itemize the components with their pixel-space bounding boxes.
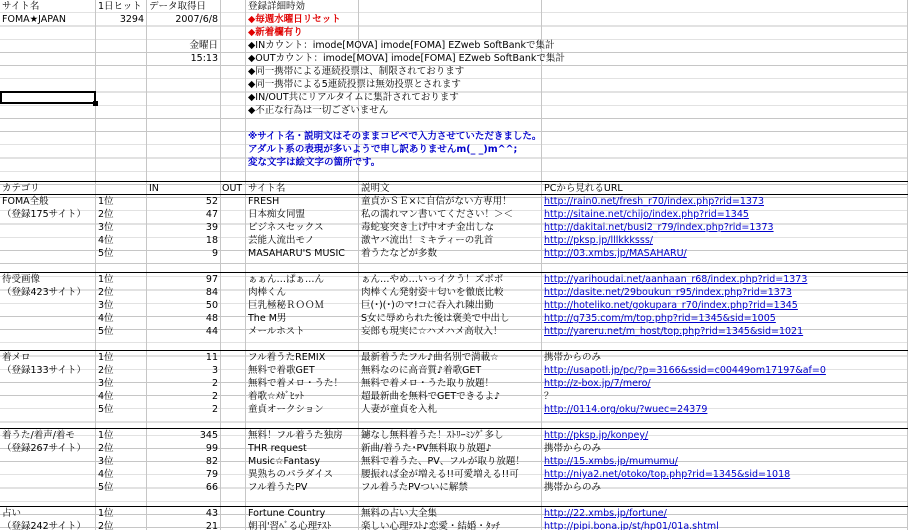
category-name: FOMA全般 <box>2 196 49 207</box>
site-url-link[interactable]: http://15.xmbs.jp/mumumu/ <box>544 456 678 467</box>
description: 人妻が童貞を入札 <box>361 404 438 415</box>
rank: 3位 <box>98 300 114 311</box>
site-url-link[interactable]: http://pksp.jp/konpey/ <box>544 430 649 441</box>
site-url-text: ？ <box>544 391 554 402</box>
site-name: 無料で着メロ・うた！ <box>248 378 344 389</box>
in-count: 11 <box>205 352 218 363</box>
rank: 3位 <box>98 222 114 233</box>
in-count: 47 <box>205 209 218 220</box>
rank: 4位 <box>98 469 114 480</box>
category-name: 待受画像 <box>2 274 41 285</box>
in-count: 99 <box>205 443 218 454</box>
header-daily-label: 1日ヒット <box>98 1 142 12</box>
in-count: 84 <box>205 287 218 298</box>
header-site-label: サイト名 <box>2 1 40 12</box>
description: 鑢なし無料着うた！ｽﾄﾘｰﾐﾝｸﾞ多し <box>361 430 504 441</box>
site-name: 朝刊'習ﾍﾞる心理ﾃｽﾄ <box>248 521 332 530</box>
rank: 1位 <box>98 352 114 363</box>
site-name: 芸能人流出モノ <box>248 235 315 246</box>
note-limit: ◆同一携帯による連続投票は、制限されております <box>248 66 465 77</box>
description: 童貞かＳＥ×に自信がない方専用！ <box>361 196 512 207</box>
rank: 3位 <box>98 378 114 389</box>
site-url-link[interactable]: http://dasite.net/29boukun_r95/index.php?rid=1373 <box>544 287 792 298</box>
site-name: 着歌☆ﾒｶﾞﾋｯﾄ <box>248 391 305 402</box>
note-copy: ※サイト名・説明文はそのままコピペで入力させていただきました。 <box>248 131 542 142</box>
rank: 2位 <box>98 209 114 220</box>
site-url-link[interactable]: http://dakitai.net/busi2_r79/index.php?rid=1373 <box>544 222 774 233</box>
category-count: （登録175サイト） <box>2 209 86 220</box>
description: 毒蛇宴突き上げ中オチ金出しな <box>361 222 495 233</box>
in-count: 79 <box>205 469 218 480</box>
in-count: 2 <box>211 378 218 389</box>
in-count: 52 <box>205 196 218 207</box>
site-url-text: 携帯からのみ <box>544 482 602 493</box>
site-url-link[interactable]: http://hoteliko.net/gokupara_r70/index.php?rid=1345 <box>544 300 798 311</box>
site-name: 巨乳極秘ＲＯＯＭ <box>248 300 325 311</box>
header-date-label: データ取得日 <box>149 1 207 12</box>
site-url-link[interactable]: http://yarihoudai.net/aanhaan_r68/index.php?rid=1373 <box>544 274 808 285</box>
grid-line <box>245 0 246 530</box>
site-url-link[interactable]: http://pipi.bona.jp/st/hp01/01a.shtml <box>544 521 719 530</box>
description: 最新着うたフル♪曲名別で満載☆ <box>361 352 499 363</box>
description: 肉棒くん発射姿＋匂いを徹底比較 <box>361 287 504 298</box>
description: 妄郎も現実に☆ハメハメ高収入！ <box>361 326 503 337</box>
in-count: 97 <box>205 274 218 285</box>
description: 無料で着メロ・うた取り放題！ <box>361 378 495 389</box>
rank: 3位 <box>98 456 114 467</box>
site-url-link[interactable]: http://niya2.net/otoko/top.php?rid=1345&sid=1018 <box>544 469 791 480</box>
rank: 1位 <box>98 274 114 285</box>
site-url-link[interactable]: http://usapotl.jp/pc/?p=3166&ssid=c00449om17197&af=0 <box>544 365 826 376</box>
note-emoji: 変な文字は絵文字の箇所です。 <box>248 157 381 168</box>
site-url-link[interactable]: http://03.xmbs.jp/MASAHARU/ <box>544 248 687 259</box>
in-count: 345 <box>199 430 218 441</box>
in-count: 39 <box>205 222 218 233</box>
note-new: ◆新着欄有り <box>248 27 303 38</box>
in-count: 9 <box>211 248 218 259</box>
site-name: MASAHARU'S MUSIC <box>248 248 345 259</box>
site-url-link[interactable]: http://pksp.jp/lllkkksss/ <box>544 235 653 246</box>
rank: 5位 <box>98 482 114 493</box>
description: S女に辱められた後は褒美で中出し <box>361 313 510 324</box>
description: 無料の占い大全集 <box>361 508 438 519</box>
site-url-link[interactable]: http://rain0.net/fresh_r70/index.php?rid=1373 <box>544 196 764 207</box>
rank: 2位 <box>98 521 114 530</box>
description: フル着うたPVついに解禁 <box>361 482 468 493</box>
description: 着うたなどが多数 <box>361 248 438 259</box>
rank: 2位 <box>98 365 114 376</box>
site-url-text: 携帯からのみ <box>544 443 602 454</box>
site-name: THR request <box>248 443 307 454</box>
rank: 2位 <box>98 443 114 454</box>
in-count: 66 <box>205 482 218 493</box>
in-count: 50 <box>205 300 218 311</box>
fetch-date: 2007/6/8 <box>175 14 218 25</box>
selected-cell[interactable] <box>0 91 96 104</box>
group-border <box>0 506 908 507</box>
description: 新曲/着うた･PV無料取り放題♪ <box>361 443 492 454</box>
site-name: ビジネスセックス <box>248 222 324 233</box>
site-url-link[interactable]: http://0114.org/oku/?wuec=24379 <box>544 404 708 415</box>
description: ぁん…やめ…いっイクう！ズボボ <box>361 274 504 285</box>
site-url-text: 携帯からのみ <box>544 352 602 363</box>
rank: 1位 <box>98 196 114 207</box>
rank: 1位 <box>98 430 114 441</box>
site-name: The M男 <box>248 313 287 324</box>
border-line <box>0 181 908 182</box>
note-out: ◆OUTカウント：imode[MOVA] imode[FOMA] EZweb SoftBankで集計 <box>248 53 565 64</box>
col-in: IN <box>149 183 159 194</box>
note-in: ◆INカウント：imode[MOVA] imode[FOMA] EZweb SoftBankで集計 <box>248 40 555 51</box>
note-fair: ◆不正な行為は一切ございません <box>248 105 389 116</box>
col-desc: 説明文 <box>361 183 390 194</box>
in-count: 3 <box>211 365 218 376</box>
site-name: フル着うたREMIX <box>248 352 326 363</box>
site-url-link[interactable]: http://yareru.net/m_host/top.php?rid=1345&sid=1021 <box>544 326 804 337</box>
rank: 4位 <box>98 391 114 402</box>
note-apology: アダルト系の表現が多いようで申し訳ありませんm(_ _)m^^; <box>248 144 518 155</box>
daily-hits: 3294 <box>119 14 144 25</box>
description: 腰振れば金が増える!!可愛増える!!可 <box>361 469 519 480</box>
in-count: 48 <box>205 313 218 324</box>
site-name: フル着うたPV <box>248 482 308 493</box>
site-url-link[interactable]: http://sitaine.net/chijo/index.php?rid=1345 <box>544 209 749 220</box>
group-border <box>0 272 908 273</box>
site-name: 無料で着歌GET <box>248 365 315 376</box>
rank: 1位 <box>98 508 114 519</box>
site-name: メールホスト <box>248 326 305 337</box>
site-url-link[interactable]: http://22.xmbs.jp/fortune/ <box>544 508 667 519</box>
site-name: 異熟ちのパラダイス <box>248 469 334 480</box>
category-name: 着メロ <box>2 352 31 363</box>
site-name: FRESH <box>248 196 280 207</box>
weekday: 金曜日 <box>189 40 218 51</box>
description: 巨(･)(･)のマ!コに吞入れ陳出勤 <box>361 300 494 311</box>
group-border <box>0 350 908 351</box>
description: 超最新曲を無料でGETできるよ♪ <box>361 391 501 402</box>
in-count: 44 <box>205 326 218 337</box>
col-out: OUT <box>222 183 243 194</box>
site-url-link[interactable]: http://z-box.jp/7/mero/ <box>544 378 651 389</box>
note-realtime: ◆IN/OUT共にリアルタイムに集計されております <box>248 92 459 103</box>
col-url: PCから見れるURL <box>544 183 623 194</box>
category-count: （登録423サイト） <box>2 287 86 298</box>
description: 楽しい心理ﾃｽﾄ♪恋愛・結婚・ﾀｯﾁ <box>361 521 501 530</box>
header-detail-label: 登録詳細時効 <box>248 1 306 12</box>
description: 私の濡れマン書いてください！＞＜ <box>361 209 514 220</box>
in-count: 18 <box>205 235 218 246</box>
description: 無料なのに高音質♪着歌GET <box>361 365 482 376</box>
grid-line <box>95 0 96 530</box>
site-name: Fortune Country <box>248 508 326 519</box>
site-name: 肉棒くん <box>248 287 287 298</box>
category-count: （登録133サイト） <box>2 365 86 376</box>
description: 無料で着うた、PV、フルが取り放題！ <box>361 456 525 467</box>
rank: 5位 <box>98 326 114 337</box>
in-count: 82 <box>205 456 218 467</box>
category-name: 占い <box>2 508 22 519</box>
rank: 4位 <box>98 313 114 324</box>
time: 15:13 <box>190 53 218 64</box>
in-count: 43 <box>205 508 218 519</box>
category-count: （登録267サイト） <box>2 443 86 454</box>
grid-line <box>220 0 221 530</box>
note-invalid: ◆同一携帯による5連続投票は無効投票とされます <box>248 79 461 90</box>
in-count: 2 <box>211 404 218 415</box>
col-category: カテゴリ <box>2 183 40 194</box>
in-count: 21 <box>205 521 218 530</box>
rank: 4位 <box>98 235 114 246</box>
site-name: 無料！フル着うた独房 <box>248 430 343 441</box>
site-name: ぁぁん…ぱぁ…ん <box>248 274 325 285</box>
in-count: 2 <box>211 391 218 402</box>
category-name: 着うた/着声/着モ <box>2 430 75 441</box>
site-name: Music☆Fantasy <box>248 456 321 467</box>
site-url-link[interactable]: http://g735.com/m/top.php?rid=1345&sid=1005 <box>544 313 776 324</box>
group-border <box>0 428 908 429</box>
rank: 2位 <box>98 287 114 298</box>
site-name: FOMA★JAPAN <box>2 14 67 25</box>
site-name: 日本痴女同盟 <box>248 209 306 220</box>
rank: 5位 <box>98 248 114 259</box>
grid-line <box>541 0 542 530</box>
site-name: 童貞オークション <box>248 404 324 415</box>
description: 激ヤバ流出！ミキティーの乳首 <box>361 235 494 246</box>
note-reset: ◆毎週水曜日リセット <box>248 14 341 25</box>
col-site: サイト名 <box>248 183 286 194</box>
fill-handle[interactable] <box>93 101 98 106</box>
category-count: （登録242サイト） <box>2 521 86 530</box>
rank: 5位 <box>98 404 114 415</box>
